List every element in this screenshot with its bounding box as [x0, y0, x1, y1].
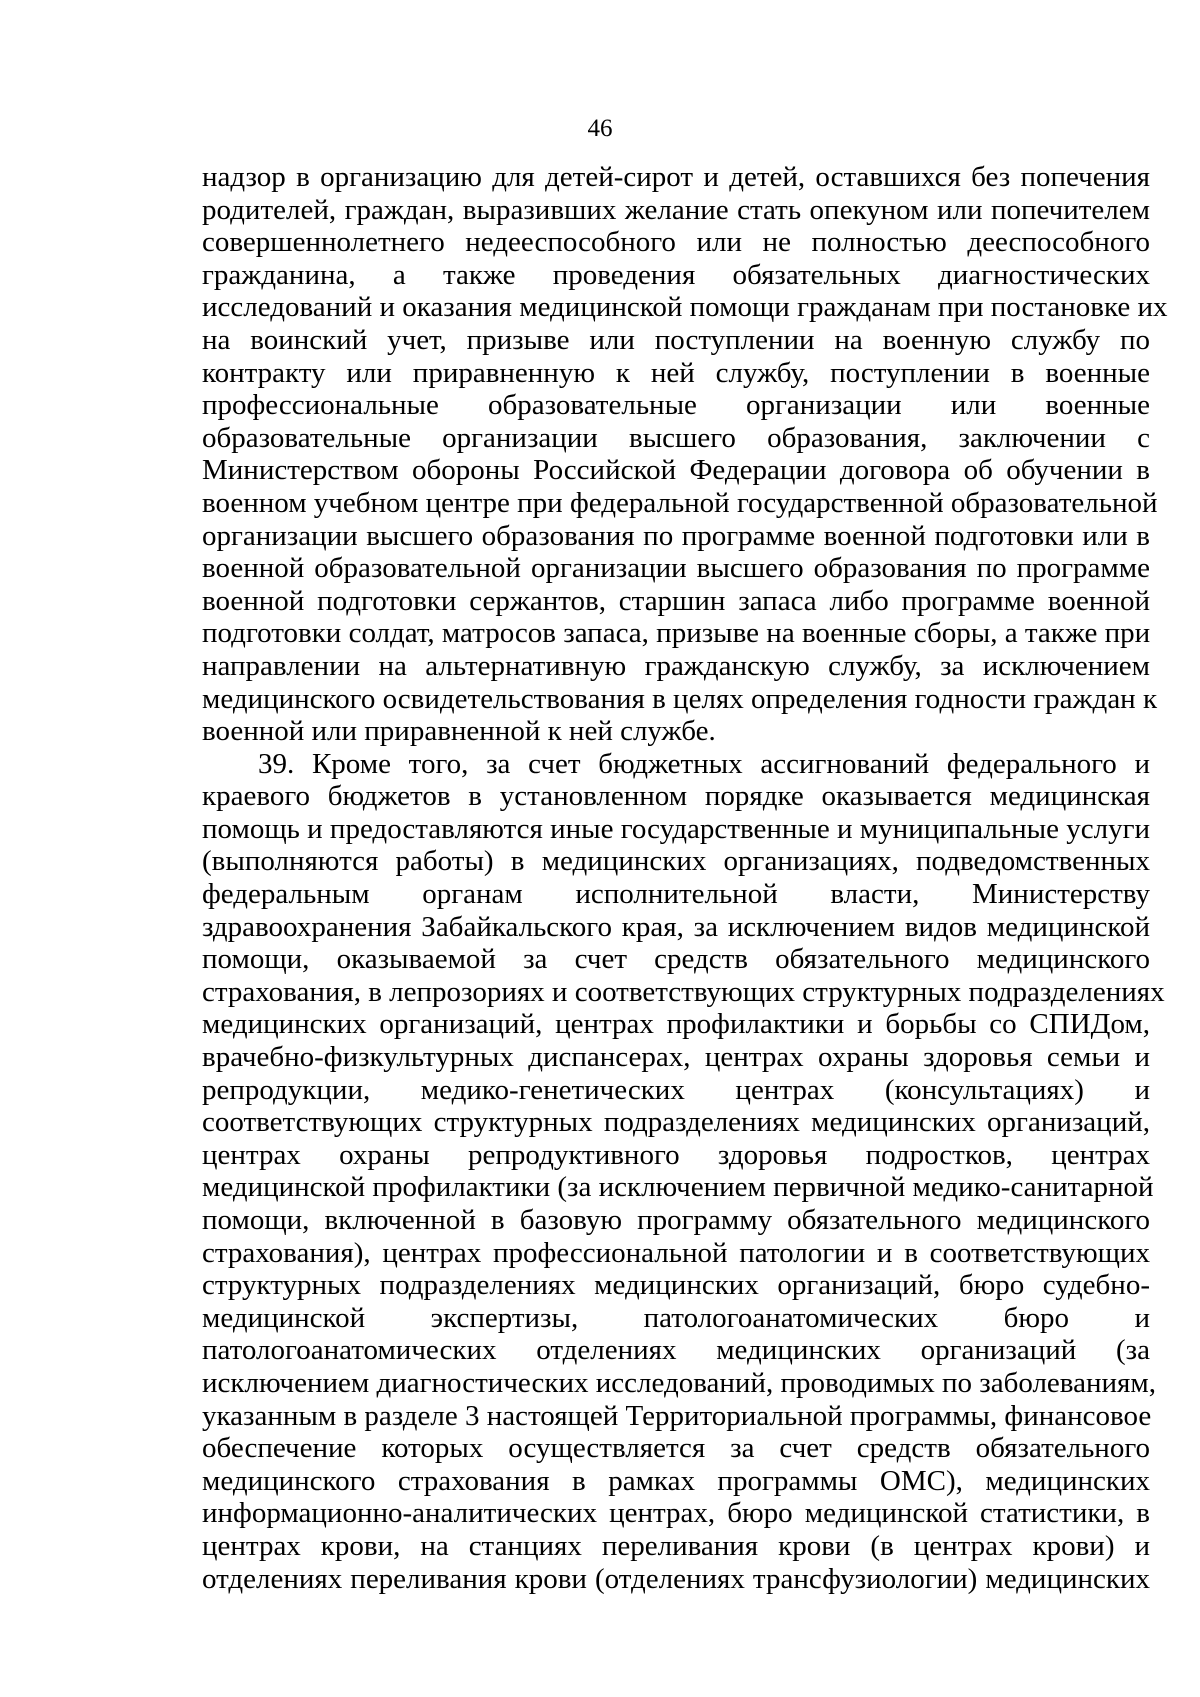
- text-line: подготовки солдат, матросов запаса, призыве на военные сборы, а также при: [202, 617, 1151, 650]
- text-line: Министерством обороны Российской Федерации договора об обучении в: [202, 454, 1150, 487]
- text-line: помощь и предоставляются иные государственные и муниципальные услуги: [202, 812, 1150, 845]
- text-line: здравоохранения Забайкальского края, за исключением видов медицинской: [202, 910, 1150, 943]
- text-line: направлении на альтернативную гражданскую службу, за исключением: [202, 649, 1150, 682]
- text-line: медицинского освидетельствования в целях определения годности граждан к: [202, 682, 1158, 715]
- text-line: центрах охраны репродуктивного здоровья подростков, центрах: [202, 1138, 1150, 1171]
- text-line: информационно-аналитических центрах, бюро медицинской статистики, в: [202, 1497, 1150, 1530]
- paragraph-item-39: [202, 747, 1165, 1595]
- text-line: исследований и оказания медицинской помощи гражданам при постановке их: [202, 291, 1168, 324]
- text-line: медицинского страхования в рамках программы ОМС), медицинских: [202, 1464, 1150, 1497]
- paragraph-continuation: [202, 161, 1168, 748]
- text-line: гражданина, а также проведения обязательных диагностических: [202, 258, 1150, 291]
- text-line: контракту или приравненную к ней службу, поступлении в военные: [202, 356, 1150, 389]
- text-line: на воинский учет, призыве или поступлении на военную службу по: [202, 323, 1150, 356]
- text-line: федеральным органам исполнительной власти, Министерству: [202, 878, 1150, 911]
- text-line: родителей, граждан, выразивших желание стать опекуном или попечителем: [202, 193, 1150, 226]
- text-line: военной подготовки сержантов, старшин запаса либо программе военной: [202, 584, 1150, 617]
- text-line: помощи, оказываемой за счет средств обязательного медицинского: [202, 943, 1150, 976]
- page-number: 46: [587, 115, 613, 142]
- text-line: помощи, включенной в базовую программу обязательного медицинского: [202, 1204, 1150, 1236]
- text-line: надзор в организацию для детей-сирот и детей, оставшихся без попечения: [202, 161, 1150, 193]
- text-line: обеспечение которых осуществляется за счет средств обязательного: [202, 1432, 1150, 1465]
- text-line: страхования, в лепрозориях и соответствующих структурных подразделениях: [202, 975, 1165, 1008]
- body-text: [202, 161, 1168, 1595]
- text-line: краевого бюджетов в установленном порядке оказывается медицинская: [202, 780, 1150, 813]
- text-line: 39. Кроме того, за счет бюджетных ассигнований федерального и: [258, 747, 1150, 780]
- text-line: медицинской экспертизы, патологоанатомических бюро и: [202, 1301, 1150, 1334]
- text-line: военном учебном центре при федеральной государственной образовательной: [202, 486, 1158, 519]
- text-line: структурных подразделениях медицинских организаций, бюро судебно-: [202, 1269, 1150, 1302]
- text-line: организации высшего образования по программе военной подготовки или в: [202, 519, 1150, 552]
- text-line: (выполняются работы) в медицинских организациях, подведомственных: [202, 845, 1150, 878]
- text-line: указанным в разделе 3 настоящей Территориальной программы, финансовое: [202, 1399, 1152, 1432]
- text-line: исключением диагностических исследований, проводимых по заболеваниям,: [202, 1366, 1156, 1399]
- text-line: военной образовательной организации высшего образования по программе: [202, 552, 1150, 585]
- text-line: медицинской профилактики (за исключением первичной медико-санитарной: [202, 1171, 1154, 1204]
- text-line: военной или приравненной к ней службе.: [202, 715, 716, 748]
- text-line: страхования), центрах профессиональной патологии и в соответствующих: [202, 1236, 1150, 1269]
- text-line: совершеннолетнего недееспособного или не полностью дееспособного: [202, 226, 1150, 259]
- text-line: врачебно-физкультурных диспансерах, центрах охраны здоровья семьи и: [202, 1041, 1150, 1074]
- text-line: репродукции, медико-генетических центрах (консультациях) и: [202, 1073, 1150, 1106]
- text-line: образовательные организации высшего образования, заключении с: [202, 421, 1150, 454]
- text-line: профессиональные образовательные организации или военные: [202, 389, 1150, 422]
- text-line: патологоанатомических отделениях медицинских организаций (за: [202, 1334, 1150, 1367]
- text-line: центрах крови, на станциях переливания крови (в центрах крови) и: [202, 1529, 1150, 1562]
- text-line: отделениях переливания крови (отделениях трансфузиологии) медицинских: [202, 1562, 1150, 1595]
- text-line: медицинских организаций, центрах профилактики и борьбы со СПИДом,: [202, 1008, 1150, 1041]
- text-line: соответствующих структурных подразделениях медицинских организаций,: [202, 1106, 1150, 1139]
